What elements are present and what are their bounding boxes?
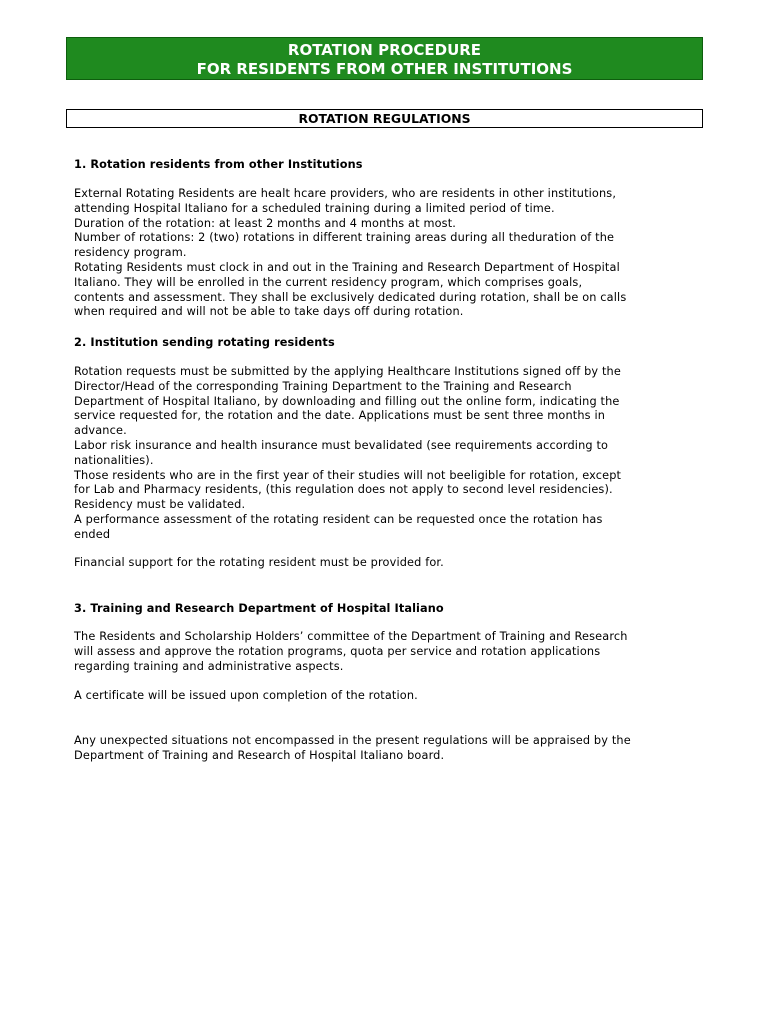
title-line-1: ROTATION PROCEDURE — [287, 41, 482, 59]
paragraph-line: residency program. — [74, 246, 187, 260]
section-2-body — [74, 365, 704, 543]
title-banner — [66, 37, 703, 80]
paragraph-line: External Rotating Residents are healt hcare providers, who are residents in other institutions, — [74, 187, 617, 200]
section-1-body — [74, 187, 704, 320]
paragraph-line: service requested for, the rotation and the date. Applications must be sent three months in — [74, 409, 606, 423]
paragraph-line: will assess and approve the rotation programs, quota per service and rotation applications — [74, 644, 601, 658]
paragraph-line: for Lab and Pharmacy residents, (this regulation does not apply to second level residencies). — [74, 483, 613, 497]
paragraph-line: Rotation requests must be submitted by the applying Healthcare Institutions signed off by the — [74, 365, 621, 378]
paragraph-line: attending Hospital Italiano for a scheduled training during a limited period of time. — [74, 201, 555, 215]
paragraph-line: nationalities). — [74, 453, 154, 467]
section-2-heading: 2. Institution sending rotating residents — [74, 336, 335, 349]
paragraph-line: Rotating Residents must clock in and out in the Training and Research Department of Hospital — [74, 260, 620, 274]
paragraph-line: ended — [74, 527, 111, 541]
financial-support-text: Financial support for the rotating resident must be provided for. — [74, 556, 444, 569]
paragraph-line: Any unexpected situations not encompassed in the present regulations will be appraised by the — [74, 734, 631, 747]
section-3-heading: 3. Training and Research Department of Hospital Italiano — [74, 602, 444, 615]
paragraph-line: Italiano. They will be enrolled in the current residency program, which comprises goals, — [74, 275, 583, 289]
certificate-text: A certificate will be issued upon completion of the rotation. — [74, 689, 418, 702]
title-line-2: FOR RESIDENTS FROM OTHER INSTITUTIONS — [196, 60, 573, 78]
paragraph-line: when required and will not be able to take days off during rotation. — [74, 305, 464, 319]
paragraph-line: Department of Training and Research of Hospital Italiano board. — [74, 748, 445, 762]
paragraph-line: The Residents and Scholarship Holders’ committee of the Department of Training and Research — [74, 630, 628, 643]
paragraph-line: advance. — [74, 424, 127, 438]
section-1-heading: 1. Rotation residents from other Institutions — [74, 158, 363, 171]
paragraph-line: Duration of the rotation: at least 2 months and 4 months at most. — [74, 216, 457, 230]
paragraph-line: Director/Head of the corresponding Training Department to the Training and Research — [74, 379, 572, 393]
paragraph-line: Those residents who are in the first year of their studies will not beeligible for rotation, except — [74, 468, 622, 482]
subtitle-box: ROTATION REGULATIONS — [66, 109, 703, 128]
section-3-body — [74, 630, 704, 674]
paragraph-line: contents and assessment. They shall be exclusively dedicated during rotation, shall be on calls — [74, 290, 627, 304]
paragraph-line: A performance assessment of the rotating resident can be requested once the rotation has — [74, 512, 603, 526]
paragraph-line: Number of rotations: 2 (two) rotations in different training areas during all theduration of the — [74, 231, 615, 245]
paragraph-line: Labor risk insurance and health insurance must bevalidated (see requirements according to — [74, 438, 609, 452]
closing-paragraph — [74, 734, 704, 764]
paragraph-line: Residency must be validated. — [74, 498, 246, 512]
paragraph-line: Department of Hospital Italiano, by downloading and filling out the online form, indicating the — [74, 394, 620, 408]
paragraph-line: regarding training and administrative aspects. — [74, 659, 344, 673]
